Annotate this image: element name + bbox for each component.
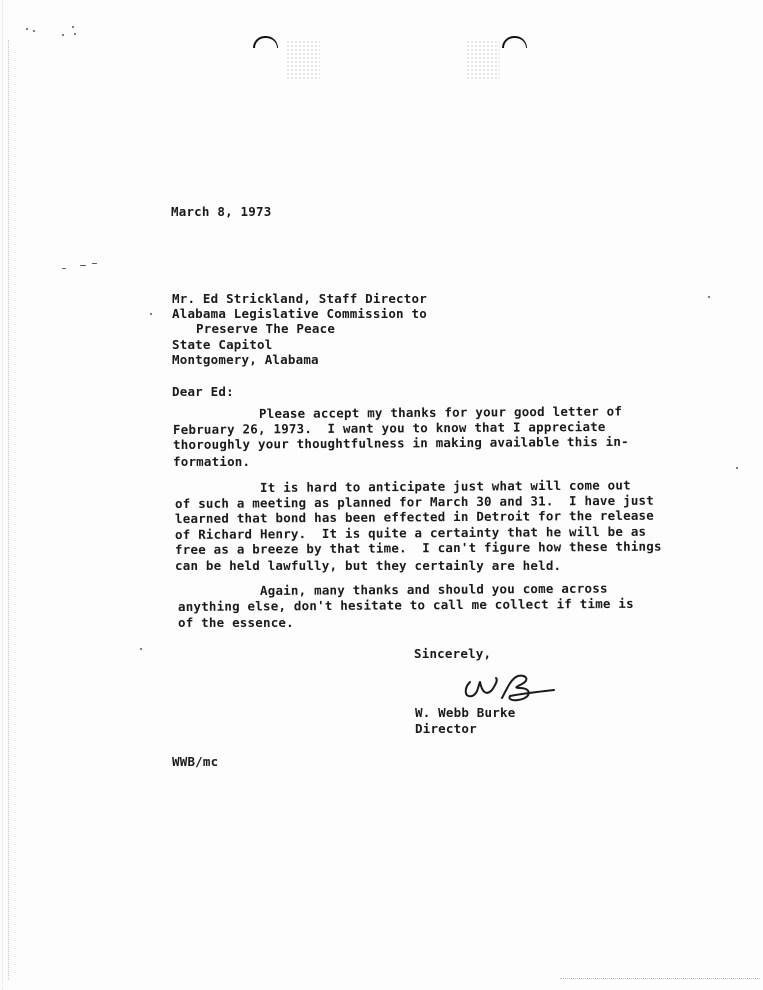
handwritten-signature	[456, 668, 566, 708]
address-line: Alabama Legislative Commission to	[172, 306, 427, 321]
paragraph-line: It is hard to anticipate just what will come out	[259, 477, 631, 495]
scan-speck	[140, 648, 142, 650]
scan-speck	[62, 34, 64, 36]
scan-edge	[2, 0, 4, 990]
scan-speck	[72, 26, 74, 28]
address-line: Montgomery, Alabama	[172, 352, 319, 367]
signer-title: Director	[415, 721, 477, 736]
paragraph-line: thoroughly your thoughtfulness in making available this in-	[172, 433, 629, 452]
reference-initials: WWB/mc	[172, 754, 219, 769]
paragraph-line: can be held lawfully, but they certainly are held.	[175, 558, 562, 573]
paragraph-line: February 26, 1973. I want you to know that I appreciate	[172, 418, 606, 437]
scan-edge	[8, 40, 10, 980]
paragraph-line: formation.	[173, 454, 251, 469]
address-line: Preserve The Peace	[196, 321, 336, 336]
paragraph-line: learned that bond has been effected in Detroit for the release	[174, 507, 655, 526]
scan-speck	[92, 263, 97, 264]
address-line: State Capitol	[172, 337, 273, 352]
scan-speck	[80, 265, 86, 266]
scan-speck	[62, 268, 66, 269]
stamp-residue	[466, 40, 500, 80]
scan-speck	[150, 313, 152, 315]
stamp-residue	[286, 40, 320, 80]
letter-date: March 8, 1973	[171, 204, 272, 219]
scan-edge	[560, 978, 760, 981]
punch-hole-mark	[253, 36, 278, 48]
paragraph-line: of Richard Henry. It is quite a certainty that he will be as	[174, 523, 647, 542]
punch-hole-mark	[502, 36, 527, 48]
salutation: Dear Ed:	[172, 384, 234, 399]
scan-speck	[74, 33, 76, 35]
paragraph-line: Please accept my thanks for your good letter of	[258, 403, 623, 421]
scan-speck	[26, 28, 28, 30]
paragraph-line: of the essence.	[178, 615, 294, 630]
scan-speck	[736, 467, 738, 469]
closing: Sincerely,	[414, 646, 492, 661]
paragraph-line: Again, many thanks and should you come across	[259, 580, 608, 598]
address-line: Mr. Ed Strickland, Staff Director	[172, 291, 427, 306]
scan-speck	[33, 30, 35, 32]
paragraph-line: free as a breeze by that time. I can't figure how these things	[174, 538, 662, 557]
scan-speck	[708, 296, 710, 298]
paragraph-line: of such a meeting as planned for March 30 and 31. I have just	[174, 492, 655, 511]
paragraph-line: anything else, don't hesitate to call me collect if time is	[177, 595, 634, 614]
signer-name: W. Webb Burke	[415, 705, 516, 720]
